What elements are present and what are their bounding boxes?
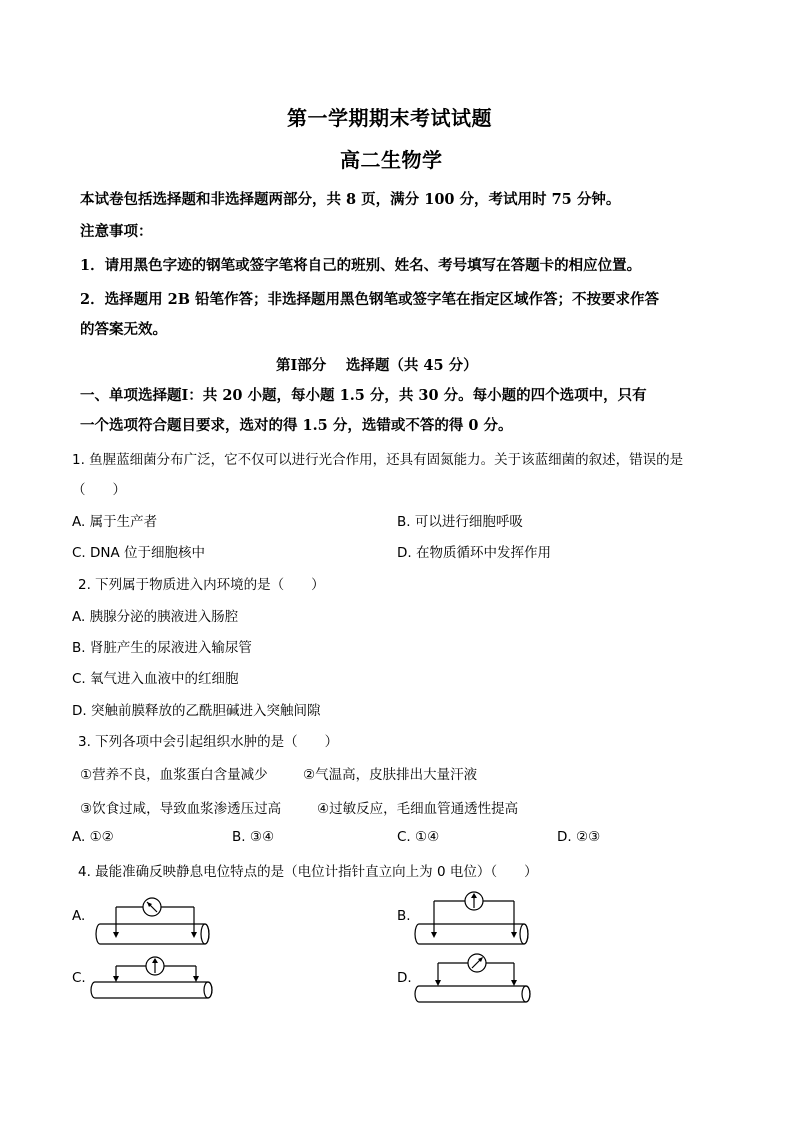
q2-option-a: A. 胰腺分泌的胰液进入肠腔 xyxy=(72,609,239,625)
q3-statement-4: ④过敏反应，毛细血管通透性提高 xyxy=(317,801,519,817)
q3-statement-1: ①营养不良，血浆蛋白含量减少 xyxy=(80,767,268,783)
q2-option-b: B. 肾脏产生的尿液进入输尿管 xyxy=(72,640,252,656)
q4-stem: 4. 最能准确反映静息电位特点的是（电位计指针直立向上为 0 电位）（ ） xyxy=(78,864,538,880)
note-item-1: 1．请用黑色字迹的钢笔或签字笔将自己的班别、姓名、考号填写在答题卡的相应位置。 xyxy=(80,257,642,274)
q2-option-c: C. 氧气进入血液中的红细胞 xyxy=(72,671,239,687)
q4-label-d: D. xyxy=(397,970,412,986)
q4-diagram-b xyxy=(414,888,544,952)
section-instruction-line-2: 一个选项符合题目要求，选对的得 1.5 分，选错或不答的得 0 分。 xyxy=(80,417,513,434)
q3-statement-3: ③饮食过咸，导致血浆渗透压过高 xyxy=(80,801,282,817)
q1-option-d: D. 在物质循环中发挥作用 xyxy=(397,545,551,561)
q3-option-d: D. ②③ xyxy=(557,829,601,845)
q3-option-b: B. ③④ xyxy=(232,829,275,845)
q4-label-b: B. xyxy=(397,908,411,924)
nerve-fiber-shape xyxy=(415,924,528,944)
note-item-2-line-2: 的答案无效。 xyxy=(80,321,167,338)
q4-diagram-c xyxy=(90,952,220,1000)
nerve-fiber-shape xyxy=(415,986,530,1002)
q2-option-d: D. 突触前膜释放的乙酰胆碱进入突触间隙 xyxy=(72,703,321,719)
q3-stem: 3. 下列各项中会引起组织水肿的是（ ） xyxy=(78,734,339,750)
exam-intro: 本试卷包括选择题和非选择题两部分，共 8 页，满分 100 分，考试用时 75 分钟。 xyxy=(80,191,621,208)
notes-heading: 注意事项： xyxy=(80,223,153,240)
q2-stem: 2. 下列属于物质进入内环境的是（ ） xyxy=(78,577,325,593)
q4-diagram-a xyxy=(90,896,220,952)
page-title: 第一学期期末考试试题 xyxy=(287,106,492,130)
q4-label-a: A. xyxy=(72,908,86,924)
q4-diagram-d xyxy=(414,950,544,1006)
q1-option-a: A. 属于生产者 xyxy=(72,514,158,530)
nerve-fiber-shape xyxy=(91,982,212,998)
page-subtitle: 高二生物学 xyxy=(340,148,443,172)
note-item-2-line-1: 2．选择题用 2B 铅笔作答；非选择题用黑色钢笔或签字笔在指定区域作答；不按要求作答 xyxy=(80,291,660,308)
q3-statement-2: ②气温高，皮肤排出大量汗液 xyxy=(303,767,478,783)
q1-option-c: C. DNA 位于细胞核中 xyxy=(72,545,206,561)
section-instruction-line-1: 一、单项选择题Ⅰ：共 20 小题，每小题 1.5 分，共 30 分。每小题的四个选项中，只有 xyxy=(80,387,647,404)
section-title: 第Ⅰ部分 选择题（共 45 分） xyxy=(276,357,478,374)
q3-option-c: C. ①④ xyxy=(397,829,440,845)
q1-option-b: B. 可以进行细胞呼吸 xyxy=(397,514,523,530)
q1-stem-line-1: 1. 鱼腥蓝细菌分布广泛，它不仅可以进行光合作用，还具有固氮能力。关于该蓝细菌的叙述，错误的是 xyxy=(72,452,684,468)
q4-label-c: C. xyxy=(72,970,86,986)
q3-option-a: A. ①② xyxy=(72,829,114,845)
q1-stem-line-2: （ ） xyxy=(72,482,126,498)
